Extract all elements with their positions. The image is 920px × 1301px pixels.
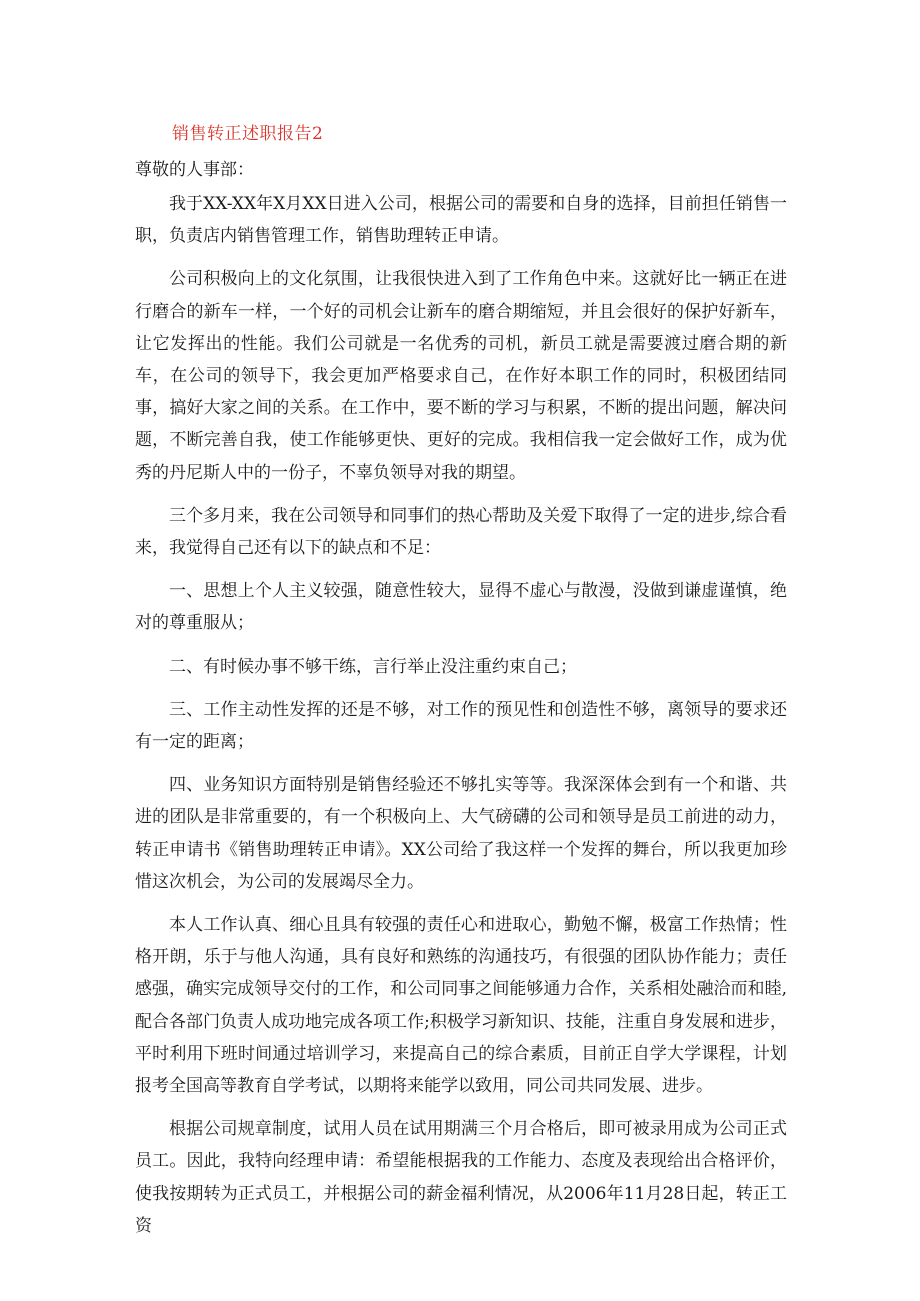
paragraph-self-evaluation: 本人工作认真、细心且具有较强的责任心和进取心，勤勉不懈，极富工作热情；性格开朗，乐于与他人沟通，具有良好和熟练的沟通技巧，有很强的团队协作能力；责任感强，确实完成领导交付的工作，和公司同事之间能够通力合作，关系相处融洽而和睦,配合各部门负责人成功地完成各项工作;积极学习新知识、技能，注重自身发展和进步，平时利用下班时间通过培训学习，来提高自己的综合素质，目前正自学大学课程，计划报考全国高等教育自学考试，以期将来能学以致用，同公司共同发展、进步。 [135,915,787,1097]
paragraph-shortcomings-intro: 三个多月来，我在公司领导和同事们的热心帮助及关爱下取得了一定的进步,综合看来，我觉得自己还有以下的缺点和不足： [135,505,787,559]
document-body [135,188,787,1253]
paragraph-application: 根据公司规章制度，试用人员在试用期满三个月合格后，即可被录用成为公司正式员工。因此，我特向经理申请：希望能根据我的工作能力、态度及表现给出合格评价，使我按期转为正式员工，并根据公司的薪金福利情况，从2006年11月28日起，转正工资 [135,1119,787,1236]
document-title: 销售转正述职报告2 [172,124,324,144]
paragraph-shortcoming-3: 三、工作主动性发挥的还是不够，对工作的预见性和创造性不够，离领导的要求还有一定的距离； [135,699,787,753]
paragraph-shortcoming-1: 一、思想上个人主义较强，随意性较大，显得不虚心与散漫，没做到谦虚谨慎，绝对的尊重服从； [135,581,787,634]
salutation: 尊敬的人事部： [135,160,254,180]
paragraph-shortcoming-2: 二、有时候办事不够干练，言行举止没注重约束自己； [169,656,577,677]
paragraph-culture: 公司积极向上的文化氛围，让我很快进入到了工作角色中来。这就好比一辆正在进行磨合的新车一样，一个好的司机会让新车的磨合期缩短，并且会很好的保护好新车，让它发挥出的性能。我们公司就是一名优秀的司机，新员工就是需要渡过磨合期的新车，在公司的领导下，我会更加严格要求自己，在作好本职工作的同时，积极团结同事，搞好大家之间的关系。在工作中，要不断的学习与积累，不断的提出问题，解决问题，不断完善自我，使工作能够更快、更好的完成。我相信我一定会做好工作，成为优秀的丹尼斯人中的一份子，不辜负领导对我的期望。 [135,269,787,483]
paragraph-shortcoming-4: 四、业务知识方面特别是销售经验还不够扎实等等。我深深体会到有一个和谐、共进的团队是非常重要的，有一个积极向上、大气磅礴的公司和领导是员工前进的动力，转正申请书《销售助理转正申请》。XX公司给了我这样一个发挥的舞台，所以我更加珍惜这次机会，为公司的发展竭尽全力。 [135,775,787,892]
paragraph-intro: 我于XX-XX年X月XX日进入公司，根据公司的需要和自身的选择，目前担任销售一职，负责店内销售管理工作，销售助理转正申请。 [135,194,787,247]
